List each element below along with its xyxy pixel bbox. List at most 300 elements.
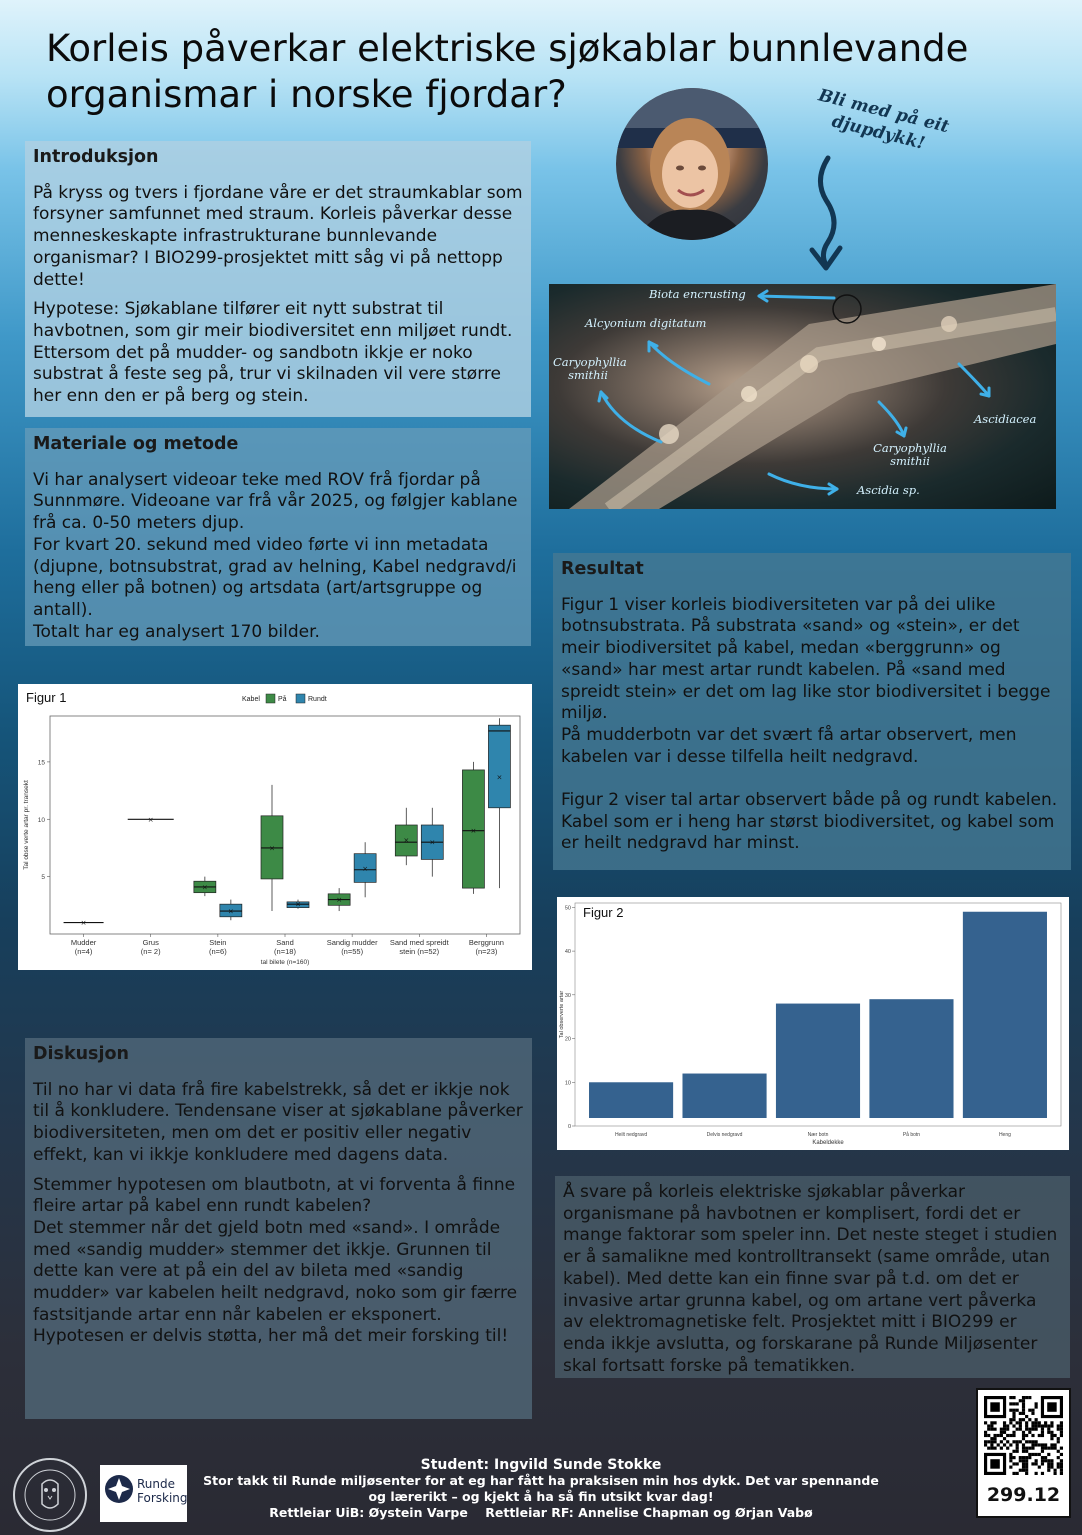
qr-module	[1003, 1437, 1006, 1440]
qr-module	[1025, 1447, 1028, 1450]
qr-module	[1057, 1424, 1060, 1427]
qr-module	[1025, 1440, 1028, 1443]
qr-module	[1000, 1434, 1003, 1437]
qr-module	[1060, 1459, 1063, 1462]
box-mean-marker: ×	[362, 865, 369, 874]
legend-label-0: På	[278, 696, 287, 703]
qr-module	[1028, 1396, 1031, 1399]
qr-module	[990, 1428, 993, 1431]
qr-module	[1022, 1418, 1025, 1421]
bar	[869, 999, 953, 1118]
box-mean-marker: ×	[227, 907, 234, 916]
x-tick-label: Heng	[998, 1132, 1011, 1138]
box-mean-marker: ×	[470, 827, 477, 836]
qr-module	[1060, 1428, 1063, 1431]
qr-module	[1028, 1409, 1031, 1412]
qr-module	[1025, 1396, 1028, 1399]
qr-module	[1060, 1462, 1063, 1465]
qr-module	[1000, 1431, 1003, 1434]
qr-module	[1022, 1466, 1025, 1469]
method-section	[25, 428, 531, 646]
qr-module	[1054, 1469, 1057, 1472]
plot-frame	[50, 716, 520, 934]
qr-module	[1012, 1415, 1015, 1418]
legend-label-1: Rundt	[308, 696, 327, 703]
qr-module	[1050, 1434, 1053, 1437]
portrait-image	[616, 88, 768, 240]
qr-module	[1035, 1428, 1038, 1431]
qr-module	[1035, 1405, 1038, 1408]
qr-module	[1038, 1421, 1041, 1424]
qr-module	[1038, 1434, 1041, 1437]
qr-module	[1041, 1424, 1044, 1427]
qr-module	[1009, 1396, 1012, 1399]
qr-module	[1025, 1472, 1028, 1475]
qr-module	[1012, 1462, 1015, 1465]
x-tick-label: (n= 2)	[140, 947, 161, 956]
qr-module	[1041, 1472, 1044, 1475]
qr-module	[1012, 1396, 1015, 1399]
qr-module	[1041, 1450, 1044, 1453]
qr-module	[1047, 1447, 1050, 1450]
qr-module	[984, 1434, 987, 1437]
qr-module	[1041, 1462, 1044, 1465]
x-tick-label: Sandig mudder	[326, 938, 378, 947]
qr-module	[1025, 1421, 1028, 1424]
qr-module	[1000, 1440, 1003, 1443]
qr-module	[1019, 1459, 1022, 1462]
qr-module	[1035, 1443, 1038, 1446]
x-tick-label: (n=55)	[341, 947, 364, 956]
qr-module	[1006, 1440, 1009, 1443]
qr-module	[1031, 1462, 1034, 1465]
runde-star-icon	[104, 1474, 134, 1504]
y-tick-label: 5	[41, 874, 45, 882]
qr-module	[1035, 1424, 1038, 1427]
x-tick-label: Heilt nedgravd	[614, 1132, 648, 1138]
qr-module	[1019, 1424, 1022, 1427]
x-tick-label: Grus	[142, 938, 159, 947]
qr-module	[1012, 1472, 1015, 1475]
qr-module	[1038, 1453, 1041, 1456]
bar	[589, 1082, 673, 1118]
box-mean-marker: ×	[496, 773, 503, 782]
qr-module	[990, 1447, 993, 1450]
qr-module	[1044, 1456, 1047, 1459]
qr-module	[1012, 1409, 1015, 1412]
qr-module	[1025, 1415, 1028, 1418]
qr-module	[1022, 1456, 1025, 1459]
qr-module	[1025, 1462, 1028, 1465]
qr-module	[1047, 1459, 1050, 1462]
qr-module	[990, 1421, 993, 1424]
qr-module	[1031, 1447, 1034, 1450]
y-tick-label: 15	[37, 759, 45, 767]
qr-module	[1050, 1447, 1053, 1450]
x-axis-title: Kabeldekke	[812, 1140, 844, 1146]
x-tick-label: Sand med spreidt	[389, 938, 449, 947]
label-alcyonium: Alcyonium digitatum	[585, 316, 707, 330]
qr-module	[987, 1424, 990, 1427]
poster-title: Korleis påverkar elektriske sjøkablar bunnlevande organismar i norske fjordar?	[46, 27, 969, 116]
qr-module	[1009, 1466, 1012, 1469]
label-ascidia: Ascidia sp.	[857, 483, 920, 497]
y-axis-title: Tal observerte artar	[559, 990, 565, 1039]
qr-module	[1041, 1443, 1044, 1446]
x-tick-label: Sand	[276, 938, 294, 947]
qr-module	[1022, 1399, 1025, 1402]
qr-module	[990, 1437, 993, 1440]
qr-module	[1035, 1421, 1038, 1424]
qr-module	[1047, 1462, 1050, 1465]
bar	[682, 1074, 766, 1118]
qr-module	[1016, 1450, 1019, 1453]
intro-heading: Introduksjon	[33, 147, 159, 167]
qr-module	[1041, 1428, 1044, 1431]
box-mean-marker: ×	[269, 844, 275, 853]
qr-module	[1028, 1428, 1031, 1431]
qr-module	[987, 1447, 990, 1450]
qr-module	[984, 1440, 987, 1443]
x-tick-label: Stein	[209, 938, 227, 947]
qr-module	[1012, 1424, 1015, 1427]
qr-module	[993, 1434, 996, 1437]
qr-module	[1028, 1453, 1031, 1456]
qr-module	[1025, 1469, 1028, 1472]
figure-1	[18, 684, 532, 970]
qr-module	[1009, 1421, 1012, 1424]
qr-module	[1012, 1418, 1015, 1421]
qr-module	[1016, 1421, 1019, 1424]
qr-module	[1028, 1447, 1031, 1450]
qr-module	[1060, 1434, 1063, 1437]
x-axis-title: tal bilete (n=160)	[260, 959, 310, 966]
legend-swatch-0	[266, 694, 275, 703]
qr-module	[1019, 1428, 1022, 1431]
qr-module	[1057, 1450, 1060, 1453]
y-tick-label: 10	[564, 1080, 571, 1087]
qr-module	[984, 1431, 987, 1434]
qr-module	[1035, 1440, 1038, 1443]
qr-module	[1025, 1424, 1028, 1427]
qr-module	[1031, 1409, 1034, 1412]
qr-module	[1022, 1447, 1025, 1450]
qr-module	[1016, 1462, 1019, 1465]
qr-module	[1028, 1456, 1031, 1459]
y-tick-label: 0	[567, 1124, 571, 1130]
qr-module	[1009, 1443, 1012, 1446]
qr-module	[1019, 1469, 1022, 1472]
qr-module	[1044, 1459, 1047, 1462]
bar	[776, 1004, 860, 1118]
qr-module	[1054, 1434, 1057, 1437]
box-mean-marker: ×	[336, 896, 343, 905]
qr-module	[990, 1443, 993, 1446]
qr-module	[1019, 1421, 1022, 1424]
box-mean-marker: ×	[147, 815, 154, 824]
qr-module	[993, 1440, 996, 1443]
qr-module	[1022, 1462, 1025, 1465]
squiggle-arrow-icon	[806, 150, 866, 275]
result-body: Figur 1 viser korleis biodiversiteten var på dei ulike botnsubstrata. På substrata «sand» og «stein», er det meir biodiversitet på kabel, medan «berggrunn» og «sand» har mest artar rundt kabelen. På «sand med spreidt stein» er det om lag like stor biodiversitet i begge miljø. På mudderbotn var det svært få artar observert, men kabelen var i desse tilfella heilt nedgravd. Figur 2 viser tal artar observert både på og rundt kabelen. Kabel som er i heng har størst biodiversitet, og kabel som er heilt nedgravd har minst.	[561, 594, 1058, 854]
qr-code-icon[interactable]	[984, 1396, 1063, 1475]
qr-module	[1057, 1428, 1060, 1431]
label-caryophyllia-2: Caryophyllia smithii	[873, 441, 947, 468]
runde-logo-line2: Forsking	[137, 1491, 188, 1505]
figure-2-chart	[557, 897, 1069, 1150]
qr-module	[1047, 1466, 1050, 1469]
qr-module	[1012, 1450, 1015, 1453]
qr-module	[1022, 1412, 1025, 1415]
y-tick-label: 50	[564, 905, 571, 912]
qr-module	[1031, 1440, 1034, 1443]
result-heading: Resultat	[561, 559, 644, 579]
qr-module	[1060, 1424, 1063, 1427]
figure-1-chart	[18, 684, 532, 970]
qr-module	[1047, 1431, 1050, 1434]
x-tick-label: (n=6)	[208, 947, 227, 956]
qr-module	[1031, 1443, 1034, 1446]
qr-module	[1035, 1453, 1038, 1456]
qr-module	[1057, 1437, 1060, 1440]
qr-module	[1019, 1412, 1022, 1415]
figure-2	[557, 897, 1069, 1150]
legend-title: Kabel	[242, 696, 260, 703]
label-caryophyllia-1: Caryophyllia smithii	[553, 355, 627, 382]
qr-finder	[990, 1402, 999, 1411]
qr-finder	[990, 1459, 999, 1468]
qr-module	[1044, 1447, 1047, 1450]
x-tick-label: (n=23)	[475, 947, 498, 956]
qr-module	[1035, 1462, 1038, 1465]
qr-module	[1044, 1421, 1047, 1424]
qr-module	[1006, 1424, 1009, 1427]
x-tick-label: Berggrunn	[468, 938, 504, 947]
qr-module	[1060, 1466, 1063, 1469]
qr-module	[1028, 1418, 1031, 1421]
qr-module	[1060, 1431, 1063, 1434]
qr-module	[1025, 1434, 1028, 1437]
qr-module	[1035, 1418, 1038, 1421]
y-axis-title: Tal obse verte artar pr. transekt	[23, 780, 30, 870]
qr-module	[1022, 1434, 1025, 1437]
discussion-heading: Diskusjon	[33, 1044, 129, 1064]
method-heading: Materiale og metode	[33, 434, 239, 454]
qr-module	[1022, 1450, 1025, 1453]
qr-module	[1047, 1469, 1050, 1472]
x-tick-label: Nær botn	[807, 1132, 829, 1138]
qr-code-block[interactable]	[976, 1388, 1071, 1518]
qr-module	[993, 1421, 996, 1424]
qr-module	[1016, 1402, 1019, 1405]
x-tick-label: Delvis nedgravd	[706, 1132, 743, 1138]
qr-module	[1047, 1424, 1050, 1427]
qr-module	[1050, 1443, 1053, 1446]
x-tick-label: På botn	[902, 1132, 921, 1138]
qr-module	[1057, 1462, 1060, 1465]
x-tick-label: (n=18)	[274, 947, 296, 956]
y-tick-label: 40	[564, 949, 571, 956]
qr-module	[1009, 1418, 1012, 1421]
discussion-section	[25, 1038, 532, 1419]
intro-section	[25, 141, 531, 417]
qr-module	[990, 1440, 993, 1443]
label-ascidiacea: Ascidiacea	[974, 412, 1037, 426]
qr-module	[993, 1447, 996, 1450]
qr-module	[1057, 1466, 1060, 1469]
discussion-paragraph-1: Til no har vi data frå fire kabelstrekk, så det er ikkje nok til å konkludere. Tendensane viser at sjøkablane påverker biodiversiteten, men om det er positiv eller negativ effekt, kan vi ikkje konkludere med dagens data.	[33, 1079, 523, 1165]
qr-module	[1025, 1456, 1028, 1459]
figure-1-label: Figur 1	[26, 690, 67, 705]
x-tick-label: (n=4)	[74, 947, 93, 956]
qr-module	[1016, 1440, 1019, 1443]
qr-module	[1031, 1434, 1034, 1437]
qr-module	[993, 1437, 996, 1440]
qr-module	[1050, 1459, 1053, 1462]
qr-module	[1016, 1472, 1019, 1475]
qr-module	[1000, 1428, 1003, 1431]
qr-module	[1031, 1421, 1034, 1424]
qr-module	[1009, 1409, 1012, 1412]
runde-logo	[100, 1465, 187, 1522]
qr-module	[1003, 1428, 1006, 1431]
qr-module	[1038, 1424, 1041, 1427]
qr-module	[984, 1443, 987, 1446]
qr-module	[1016, 1428, 1019, 1431]
qr-module	[1060, 1453, 1063, 1456]
qr-module	[1050, 1466, 1053, 1469]
qr-module	[987, 1440, 990, 1443]
qr-module	[1022, 1396, 1025, 1399]
qr-module	[1022, 1409, 1025, 1412]
qr-module	[1054, 1447, 1057, 1450]
x-tick-label: Mudder	[70, 938, 97, 947]
qr-module	[1025, 1428, 1028, 1431]
label-biota: Biota encrusting	[649, 287, 746, 301]
box-mean-marker: ×	[295, 900, 301, 909]
qr-module	[1041, 1459, 1044, 1462]
qr-module	[987, 1428, 990, 1431]
qr-module	[1012, 1431, 1015, 1434]
qr-module	[1003, 1421, 1006, 1424]
qr-module	[1054, 1472, 1057, 1475]
qr-module	[1022, 1443, 1025, 1446]
x-tick-label: stein (n=52)	[399, 947, 440, 956]
qr-module	[1022, 1459, 1025, 1462]
qr-module	[1044, 1443, 1047, 1446]
box-mean-marker: ×	[403, 836, 410, 845]
qr-module	[1031, 1424, 1034, 1427]
runde-logo-line1: Runde	[137, 1477, 176, 1491]
conclusion-body: Å svare på korleis elektriske sjøkablar påverkar organismane på havbotnen er komplisert, fordi det er mange faktorar som speler inn. Det neste steget i studien er å samalikne med kontrolltransekt (same område, utan kabel). Med dette kan ein finne svar på t.d. om det er invasive artar grunna kabel, og om artane vert påverka av elektromagnetiske felt. Prosjektet mitt i BIO299 er enda ikkje avslutta, og forskarane på Runde Miljøsenter skal fortsatt forske på tematikken.	[563, 1182, 1058, 1376]
box-mean-marker: ×	[80, 919, 87, 928]
footer	[200, 1457, 882, 1521]
legend-swatch-1	[296, 694, 305, 703]
qr-module	[1057, 1440, 1060, 1443]
box-Rundt	[488, 725, 510, 808]
author-portrait	[616, 88, 768, 240]
qr-module	[997, 1443, 1000, 1446]
qr-module	[1016, 1447, 1019, 1450]
qr-module	[1031, 1453, 1034, 1456]
qr-module	[1012, 1412, 1015, 1415]
qr-module	[1003, 1424, 1006, 1427]
discussion-paragraph-2: Stemmer hypotesen om blautbotn, at vi forventa å finne fleire artar på kabel enn rundt kabelen? Det stemmer når det gjeld botn med «sand». I område med «sandig mudder» stemmer det ikkje. Grunnen til dette kan vere at på ein del av bileta med «sandig mudder» var kabelen heilt nedgravd, noko som gir færre fastsitjande artar enn når kabelen er eksponert. Hypotesen er delvis støtta, her må det meir forsking til!	[33, 1174, 518, 1347]
qr-module	[1060, 1447, 1063, 1450]
qr-module	[1031, 1428, 1034, 1431]
qr-module	[1022, 1437, 1025, 1440]
qr-module	[1012, 1440, 1015, 1443]
qr-module	[1044, 1424, 1047, 1427]
method-body: Vi har analysert videoar teke med ROV frå fjordar på Sunnmøre. Videoane var frå vår 2025, og følgjer kablane frå ca. 0-50 meters djup. For kvart 20. sekund med video førte vi inn metadata (djupne, botnsubstrat, grad av helning, Kabel nedgravd/i heng eller på botnen) og artsdata (art/artsgruppe og antall). Totalt har eg analysert 170 bilder.	[33, 469, 518, 642]
cable-photo	[549, 284, 1056, 509]
qr-module	[1012, 1402, 1015, 1405]
qr-module	[1025, 1459, 1028, 1462]
box-mean-marker: ×	[201, 883, 208, 892]
qr-module	[1050, 1462, 1053, 1465]
qr-module	[1057, 1456, 1060, 1459]
qr-module	[1019, 1440, 1022, 1443]
intro-paragraph: På kryss og tvers i fjordane våre er det straumkablar som forsyner samfunnet med straum. Korleis påverkar desse menneskeskapte infrastrukturane bunnlevande organismar? I BIO299-prosjektet mitt såg vi på nettopp dette!	[33, 182, 523, 290]
uib-seal-icon	[15, 1460, 85, 1530]
qr-module	[1016, 1409, 1019, 1412]
footer-student: Student: Ingvild Sunde Stokke	[420, 1457, 662, 1473]
footer-thanks: Stor takk til Runde miljøsenter for at eg har fått ha praksisen min hos dykk. Det var spennande og lærerikt – og kjekt å ha så fin utsikt kvar dag!	[203, 1473, 879, 1504]
qr-module	[984, 1421, 987, 1424]
qr-module	[1019, 1418, 1022, 1421]
qr-module	[1054, 1443, 1057, 1446]
qr-module	[1050, 1431, 1053, 1434]
uib-logo	[13, 1458, 87, 1532]
qr-module	[1012, 1434, 1015, 1437]
dive-note: Bli med på eit djupdykk!	[816, 85, 951, 154]
y-tick-label: 10	[37, 816, 45, 824]
qr-module	[1000, 1447, 1003, 1450]
qr-module	[1050, 1424, 1053, 1427]
qr-module	[997, 1434, 1000, 1437]
qr-module	[1009, 1459, 1012, 1462]
qr-module	[1022, 1402, 1025, 1405]
qr-module	[1022, 1469, 1025, 1472]
qr-module	[1006, 1434, 1009, 1437]
footer-supervisors: Rettleiar UiB: Øystein Varpe Rettleiar RF: Annelise Chapman og Ørjan Vabø	[269, 1505, 813, 1520]
box-mean-marker: ×	[429, 838, 436, 847]
qr-module	[1050, 1421, 1053, 1424]
figure-2-label: Figur 2	[583, 905, 624, 920]
qr-module	[1016, 1443, 1019, 1446]
qr-module	[1041, 1447, 1044, 1450]
y-tick-label: 20	[564, 1036, 571, 1043]
qr-module	[1009, 1434, 1012, 1437]
qr-module	[1031, 1412, 1034, 1415]
qr-module	[1035, 1472, 1038, 1475]
qr-module	[1012, 1456, 1015, 1459]
qr-module	[987, 1434, 990, 1437]
qr-module	[1035, 1402, 1038, 1405]
qr-module	[1025, 1466, 1028, 1469]
qr-module	[1041, 1456, 1044, 1459]
qr-module	[1019, 1456, 1022, 1459]
qr-module	[1028, 1440, 1031, 1443]
qr-module	[1041, 1434, 1044, 1437]
conclusion-section	[555, 1176, 1070, 1378]
qr-module	[1009, 1456, 1012, 1459]
qr-module	[993, 1428, 996, 1431]
qr-module	[1022, 1431, 1025, 1434]
qr-module	[1006, 1428, 1009, 1431]
hypothesis-paragraph: Hypotese: Sjøkablane tilfører eit nytt substrat til havbotnen, som gir meir biodiversitet enn miljøet rundt. Ettersom det på mudder- og sandbotn ikkje er noko substrat å feste seg på, trur vi skilnaden vil vere større her enn den er på berg og stein.	[33, 299, 513, 407]
qr-module	[1025, 1450, 1028, 1453]
